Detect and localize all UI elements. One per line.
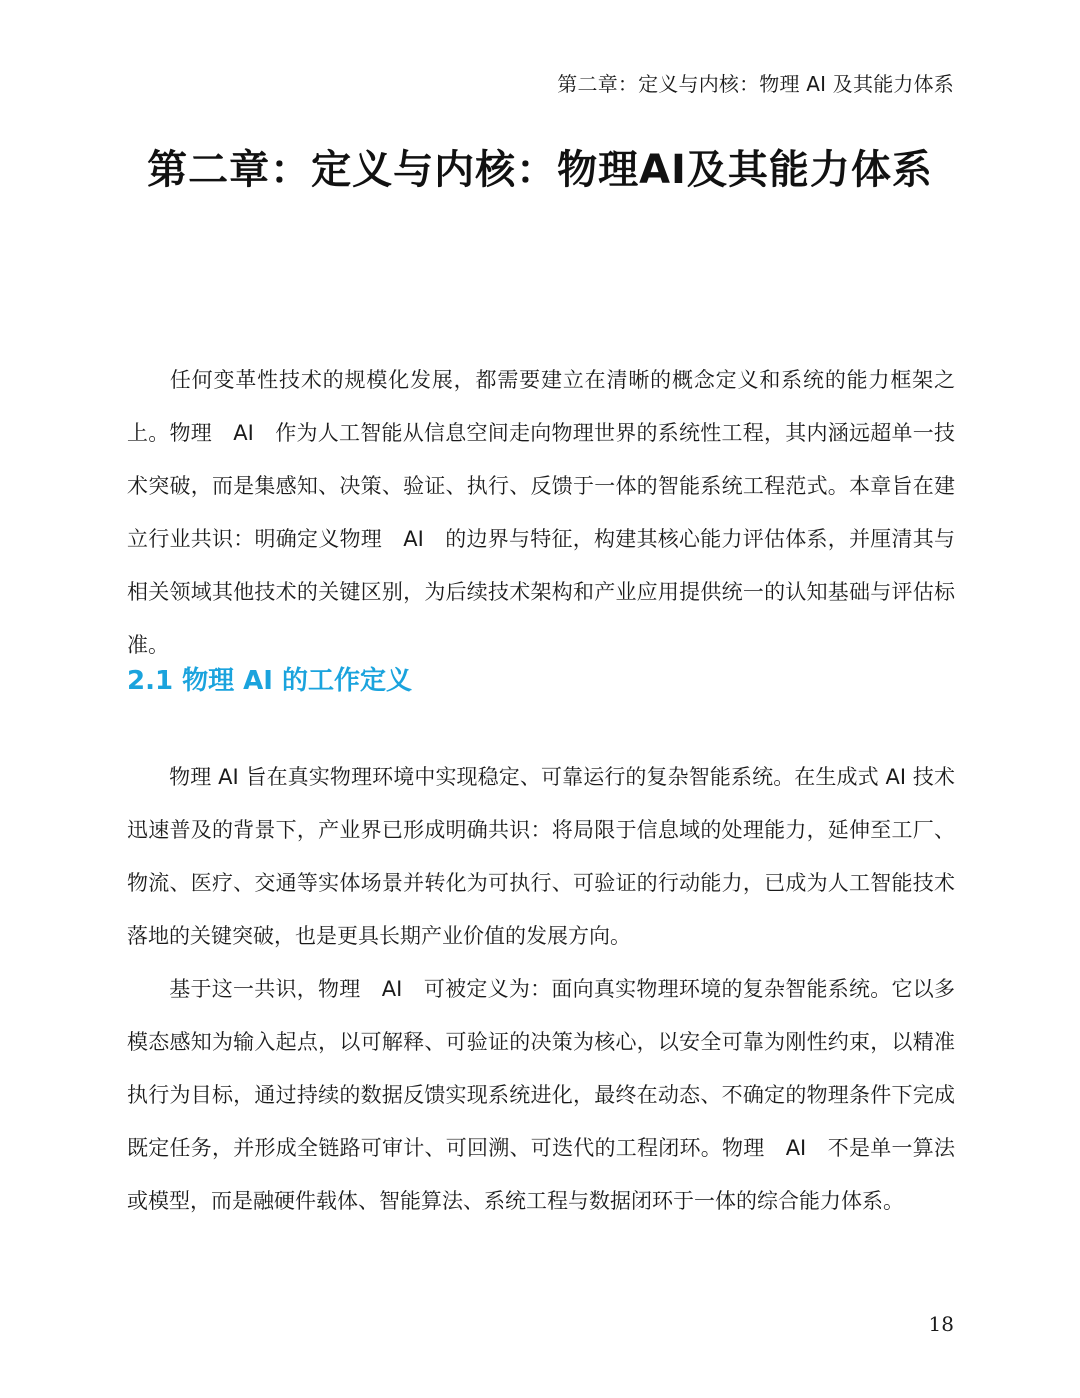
section-heading-2-1: 2.1 物理 AI 的工作定义	[127, 666, 413, 696]
definition-paragraph-2-text: 基于这一共识，物理 AI 可被定义为：面向真实物理环境的复杂智能系统。它以多模态感知为输入起点，以可解释、可验证的决策为核心，以安全可靠为刚性约束，以精准执行为目标，通过持续的数据反馈实现系统进化，最终在动态、不确定的物理条件下完成既定任务，并形成全链路可审计、可回溯、可迭代的工程闭环。物理 AI 不是单一算法或模型，而是融硬件载体、智能算法、系统工程与数据闭环于一体的综合能力体系。	[127, 977, 955, 1213]
intro-paragraph	[127, 354, 955, 672]
page-number: 18	[928, 1312, 954, 1336]
intro-paragraph-text: 任何变革性技术的规模化发展，都需要建立在清晰的概念定义和系统的能力框架之上。物理 AI 作为人工智能从信息空间走向物理世界的系统性工程，其内涵远超单一技术突破，而是集感知、决策、验证、执行、反馈于一体的智能系统工程范式。本章旨在建立行业共识：明确定义物理 AI 的边界与特征，构建其核心能力评估体系，并厘清其与相关领域其他技术的关键区别，为后续技术架构和产业应用提供统一的认知基础与评估标准。	[127, 368, 955, 657]
definition-paragraph-2	[127, 963, 955, 1228]
chapter-title: 第二章：定义与内核：物理AI及其能力体系	[147, 147, 933, 193]
definition-paragraph-1	[127, 751, 955, 963]
definition-paragraph-1-text: 物理 AI 旨在真实物理环境中实现稳定、可靠运行的复杂智能系统。在生成式 AI 技术迅速普及的背景下，产业界已形成明确共识：将局限于信息域的处理能力，延伸至工厂、物流、医疗、交通等实体场景并转化为可执行、可验证的行动能力，已成为人工智能技术落地的关键突破，也是更具长期产业价值的发展方向。	[127, 765, 955, 948]
running-header: 第二章：定义与内核：物理 AI 及其能力体系	[557, 72, 954, 96]
